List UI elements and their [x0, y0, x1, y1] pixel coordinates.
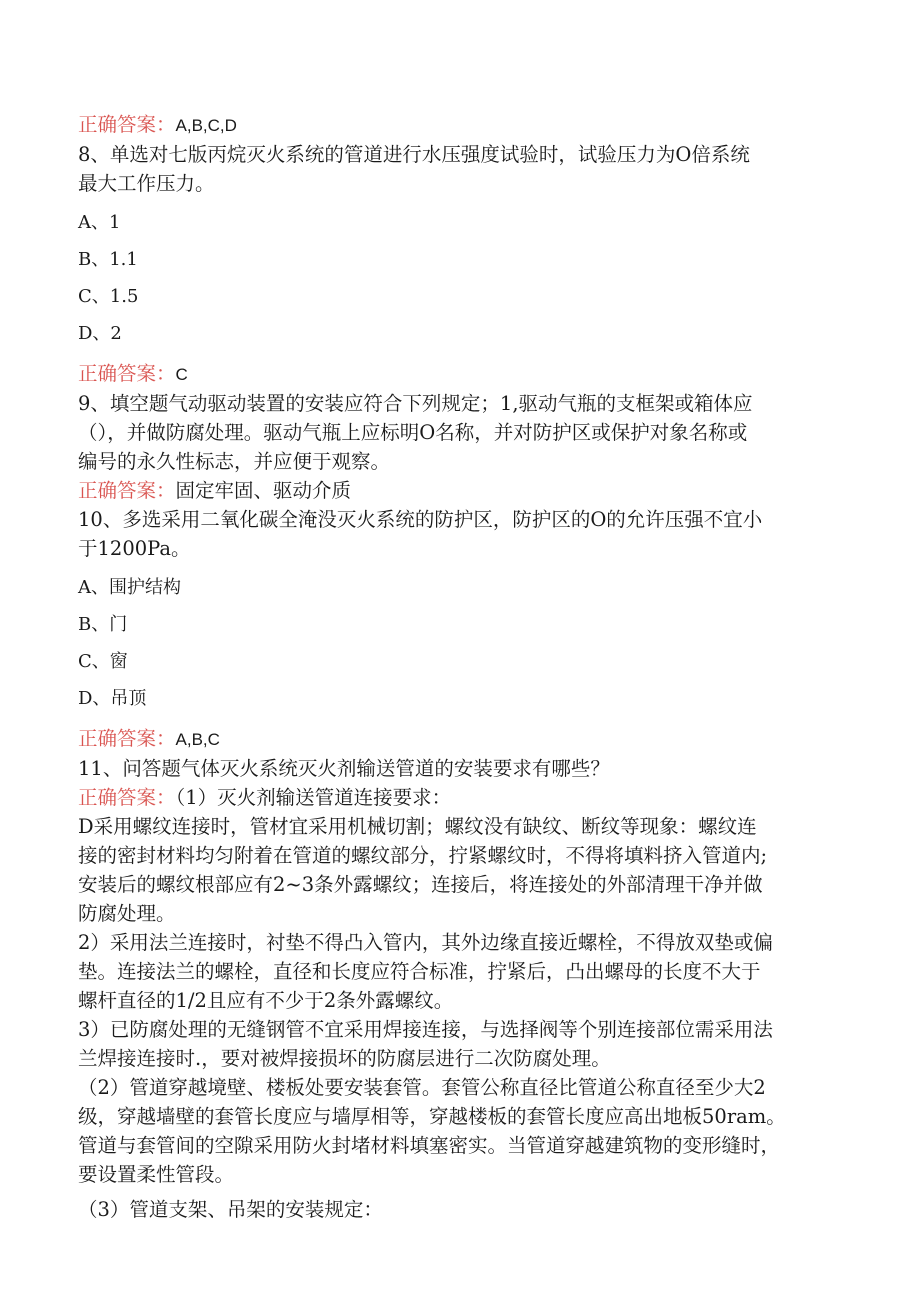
q8-line-1: 8、单选对七版丙烷灭火系统的管道进行水压强度试验时，试验压力为O倍系统	[78, 143, 750, 166]
answer-label: 正确答案：	[78, 479, 176, 502]
q10-line-2: 于1200Pa。	[78, 537, 191, 560]
q11-answer-line: 2）采用法兰连接时，衬垫不得凸入管内，其外边缘直接近螺栓，不得放双垫或偏	[78, 931, 773, 954]
q8-option-b: B、1.1	[78, 249, 138, 270]
q11-question: 11、问答题气体灭火系统灭火剂输送管道的安装要求有哪些？	[78, 757, 610, 780]
q7-answer	[78, 110, 848, 140]
q10-option-b: B、门	[78, 614, 128, 635]
q10-option-c: C、窗	[78, 651, 128, 672]
answer-value: A,B,C,D	[175, 116, 237, 135]
q11-answer-line: 3）已防腐处理的无缝钢管不宜采用焊接连接，与选择阀等个别连接部位需采用法	[78, 1018, 773, 1041]
answer-first-line: （1）灭火剂输送管道连接要求：	[175, 786, 452, 809]
q9-line-2: （），并做防腐处理。驱动气瓶上应标明O名称，并对防护区或保护对象名称或	[78, 421, 748, 444]
answer-value: C	[175, 365, 188, 384]
answer-label: 正确答案：	[78, 113, 176, 136]
answer-label: 正确答案：	[78, 727, 176, 750]
q11-answer-line: 要设置柔性管段。	[78, 1163, 235, 1186]
q11-answer-last-line: （3）管道支架、吊架的安装规定：	[78, 1198, 383, 1221]
q9-line-3: 编号的永久性标志，并应便于观察。	[78, 450, 391, 473]
q11-answer-line: 防腐处理。	[78, 902, 176, 925]
q11-answer-line: 垫。连接法兰的螺栓，直径和长度应符合标准，拧紧后，凸出螺母的长度不大于	[78, 960, 761, 983]
q10-answer	[78, 724, 848, 754]
q11-answer-line: （2）管道穿越境壁、楼板处要安装套管。套管公称直径比管道公称直径至少大2	[78, 1076, 766, 1099]
q8-line-2: 最大工作压力。	[78, 172, 215, 195]
answer-label: 正确答案：	[78, 786, 176, 809]
q11-answer-line: 级，穿越墙壁的套管长度应与墙厚相等，穿越楼板的套管长度应高出地板50ram。	[78, 1105, 786, 1128]
q11-answer-line: 接的密封材料均匀附着在管道的螺纹部分，拧紧螺纹时，不得将填料挤入管道内;	[78, 844, 768, 867]
q11-answer-line: 安装后的螺纹根部应有2~3条外露螺纹；连接后，将连接处的外部清理干净并做	[78, 873, 763, 896]
document-page	[78, 110, 848, 1224]
q8-option-c: C、1.5	[78, 286, 139, 307]
q9-answer	[78, 476, 848, 505]
q10-option-d: D、吊顶	[78, 688, 147, 709]
q11-answer-line: D采用螺纹连接时，管材宜采用机械切割；螺纹没有缺纹、断纹等现象：螺纹连	[78, 815, 757, 838]
q8-option-d: D、2	[78, 323, 122, 344]
answer-label: 正确答案：	[78, 362, 176, 385]
q11-answer-line: 螺杆直径的1/2且应有不少于2条外露螺纹。	[78, 989, 454, 1012]
q11-answer-line: 兰焊接连接时.，要对被焊接损坏的防腐层进行二次防腐处理。	[78, 1047, 611, 1070]
q8-answer	[78, 359, 848, 389]
q8-option-a: A、1	[78, 212, 121, 233]
answer-value: 固定牢固、驱动介质	[175, 479, 352, 502]
q9-line-1: 9、填空题气动驱动装置的安装应符合下列规定；1,驱动气瓶的支框架或箱体应	[78, 392, 753, 415]
q11-answer	[78, 783, 848, 812]
q10-option-a: A、围护结构	[78, 577, 181, 598]
q11-answer-line: 管道与套管间的空隙采用防火封堵材料填塞密实。当管道穿越建筑物的变形缝时，	[78, 1134, 781, 1157]
answer-value: A,B,C	[175, 730, 220, 749]
q10-line-1: 10、多选采用二氧化碳全淹没灭火系统的防护区，防护区的O的允许压强不宜小	[78, 508, 763, 531]
